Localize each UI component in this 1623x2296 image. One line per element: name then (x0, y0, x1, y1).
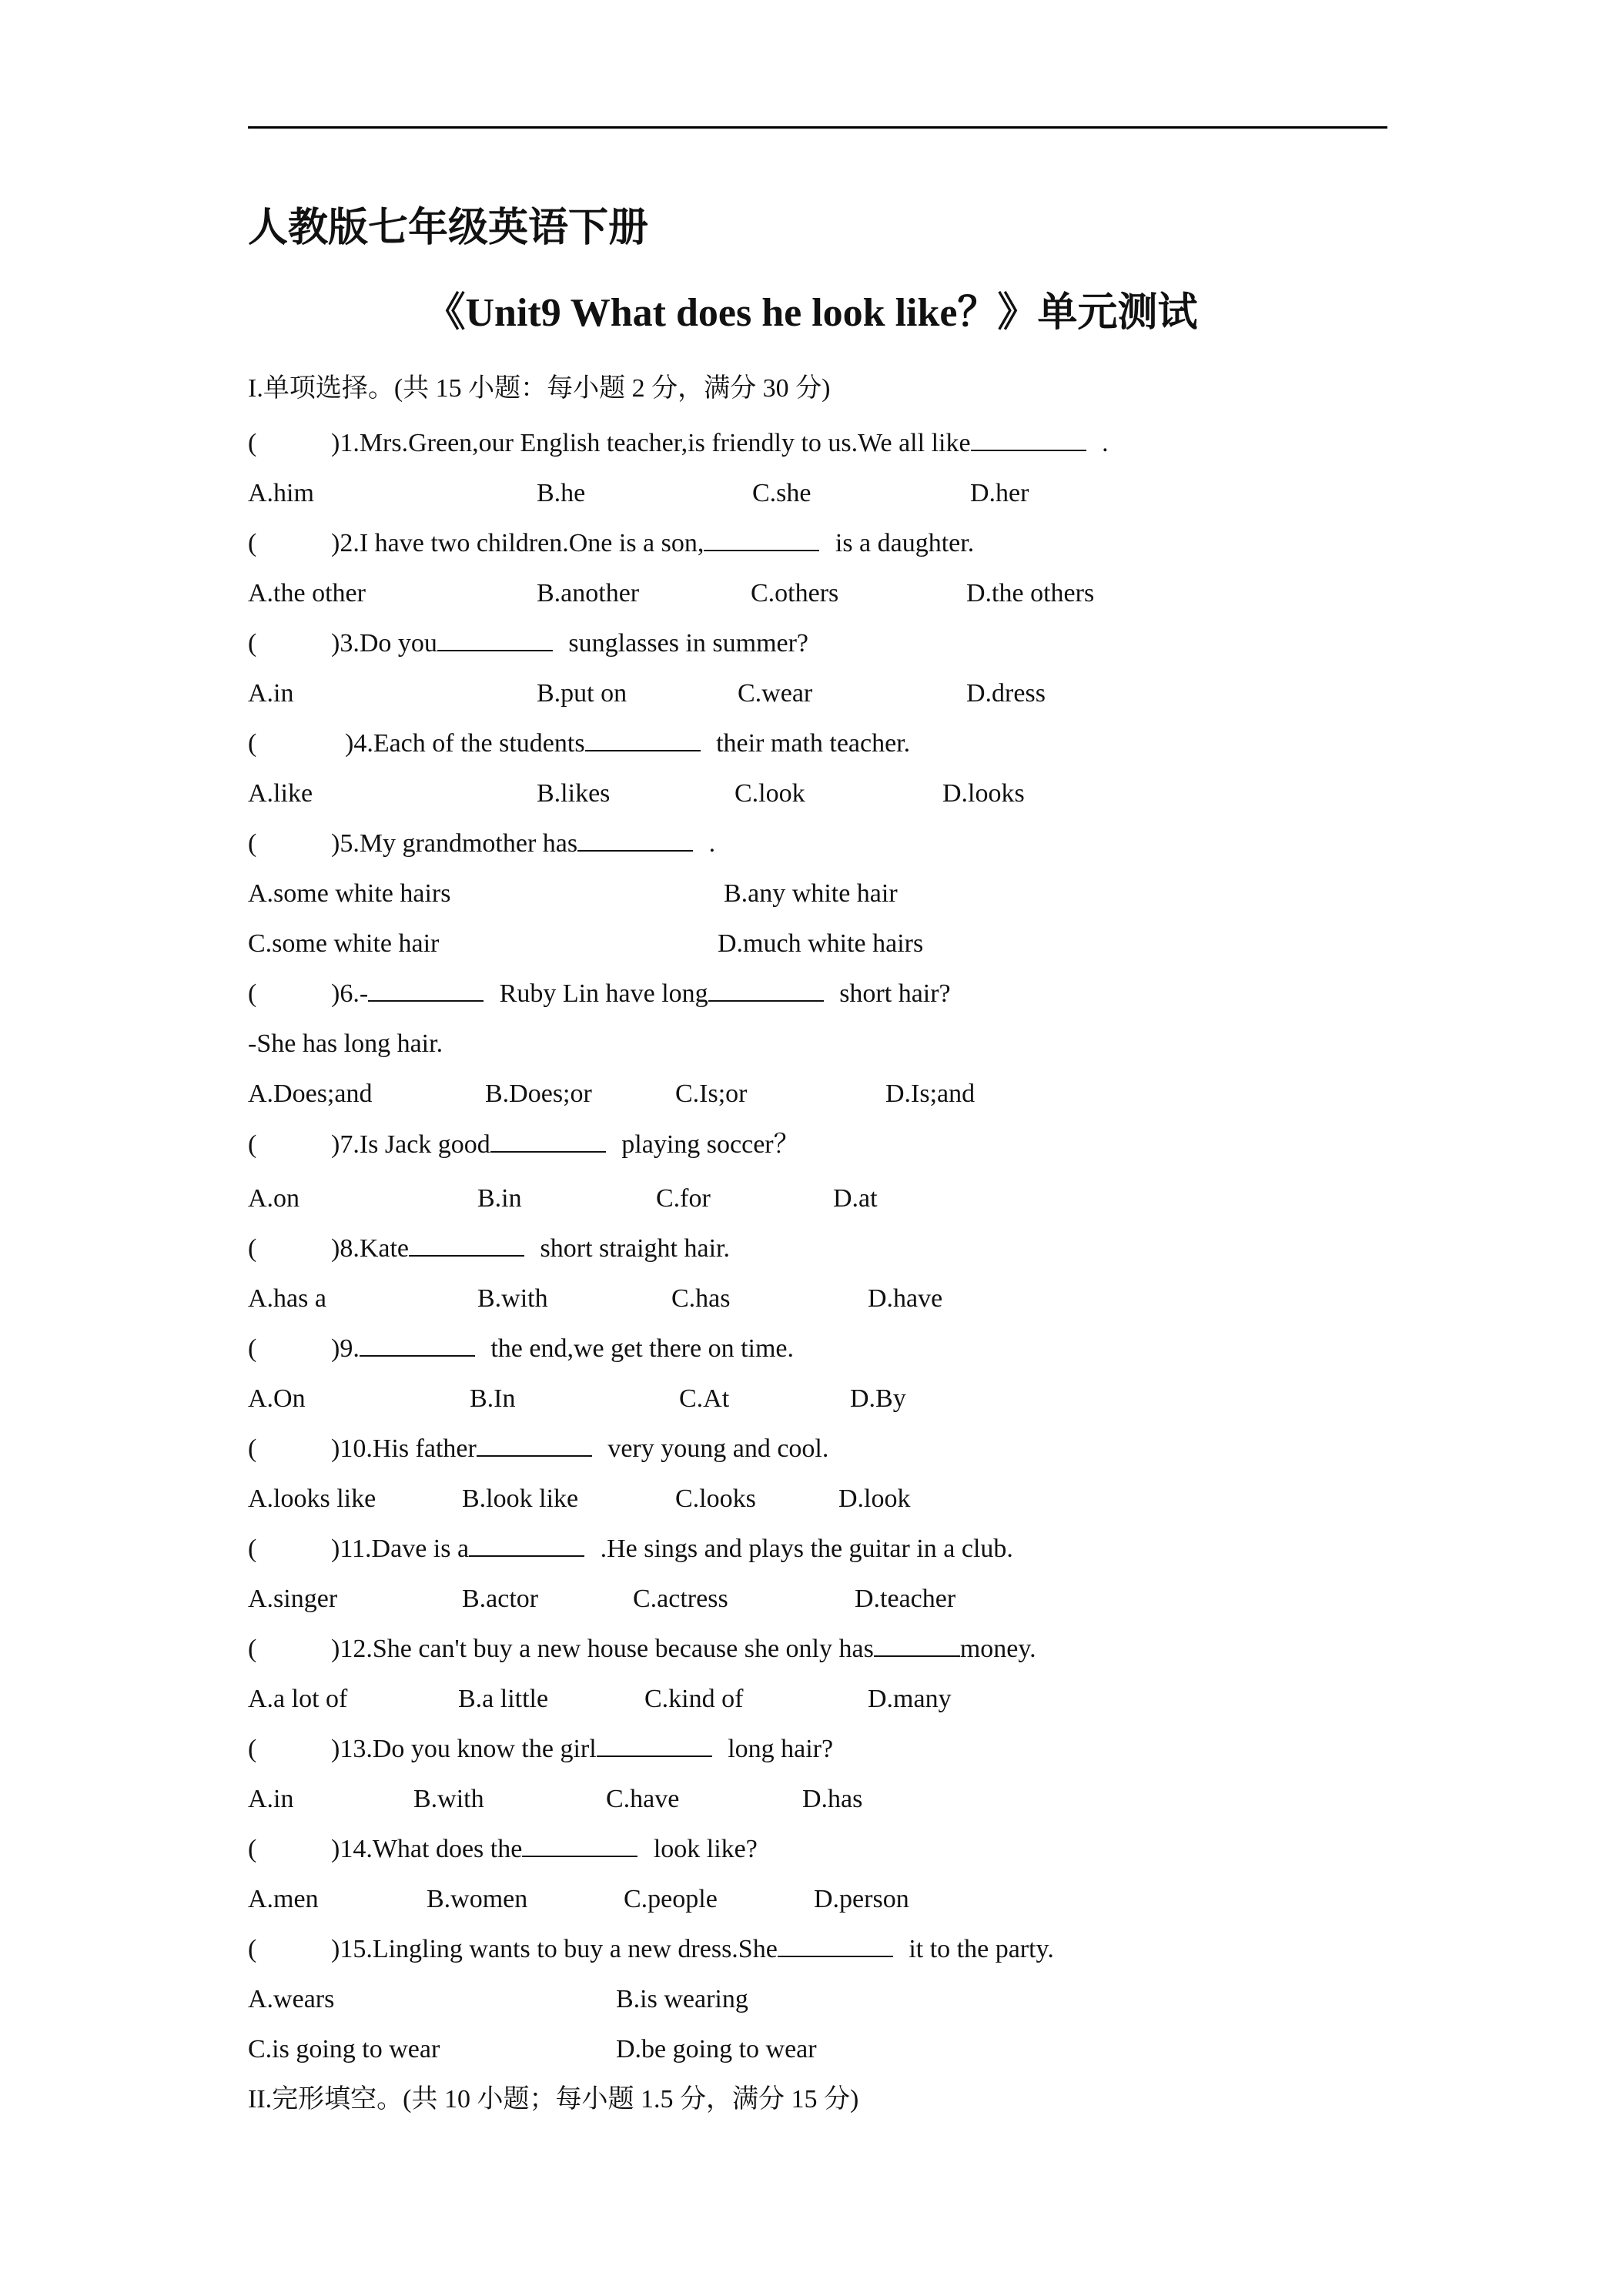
option: C.is going to wear (248, 2035, 440, 2063)
stem-text: )10.His father (331, 1434, 477, 1463)
blank (409, 1232, 524, 1257)
blank (971, 427, 1086, 451)
option: B.women (427, 1885, 528, 1913)
blank (874, 1632, 960, 1657)
stem-text: )5.My grandmother has (331, 829, 578, 858)
option: D.look (838, 1484, 911, 1513)
options-row (248, 876, 1387, 912)
option: C.look (735, 779, 805, 808)
answer-paren[interactable]: ( (248, 1130, 257, 1159)
options-row (248, 1782, 1387, 1817)
stem-text-after: .He sings and plays the guitar in a club. (594, 1535, 1013, 1563)
blank (469, 1532, 584, 1557)
option: A.in (248, 679, 294, 708)
question-stem (248, 1431, 828, 1467)
stem-text: )11.Dave is a (331, 1535, 470, 1563)
option: A.men (248, 1885, 319, 1913)
option: A.Does;and (248, 1079, 373, 1108)
question-stem (248, 426, 1109, 461)
stem-text: )9. (331, 1334, 360, 1363)
option: B.actor (462, 1585, 539, 1613)
options-row (248, 776, 1387, 812)
stem-text-after: short hair? (832, 979, 951, 1008)
stem-text: )3.Do you (331, 629, 437, 658)
option: D.the others (966, 579, 1095, 607)
blank (597, 1732, 712, 1757)
stem-text: )4.Each of the students (345, 729, 585, 758)
stem-text-after: their math teacher. (709, 729, 911, 758)
options-row (248, 1581, 1387, 1617)
option: D.be going to wear (616, 2035, 817, 2063)
option: B.with (477, 1284, 548, 1313)
answer-paren[interactable]: ( (248, 1835, 257, 1863)
option: B.another (537, 579, 640, 607)
option: A.wears (248, 1985, 335, 2013)
stem-text: )8.Kate (331, 1234, 410, 1263)
option: A.looks like (248, 1484, 376, 1513)
stem-text-after: is a daughter. (828, 529, 975, 557)
blank (708, 977, 824, 1002)
blank (477, 1432, 592, 1457)
question-stem (248, 976, 951, 1012)
stem-text-after: . (1095, 429, 1109, 457)
option: A.some white hairs (248, 879, 451, 908)
question-stem (248, 1331, 794, 1367)
option: C.looks (675, 1484, 756, 1513)
option: B.put on (537, 679, 627, 708)
option: A.like (248, 779, 313, 808)
answer-paren[interactable]: ( (248, 1234, 257, 1263)
option: C.others (751, 579, 839, 607)
stem-text-after: it to the party. (902, 1935, 1054, 1963)
section2-heading: II.完形填空。(共 10 小题；每小题 1.5 分，满分 15 分) (248, 2085, 859, 2114)
stem-text: )1.Mrs.Green,our English teacher,is friendly to us.We all like (331, 429, 971, 457)
option: C.kind of (644, 1685, 744, 1713)
option: C.have (606, 1785, 680, 1813)
option: B.he (537, 479, 586, 507)
stem-text: )15.Lingling wants to buy a new dress.She (331, 1935, 778, 1963)
option: D.at (833, 1184, 878, 1213)
option: B.Does;or (485, 1079, 592, 1108)
blank (522, 1832, 637, 1857)
option: C.has (671, 1284, 731, 1313)
question-stem (248, 1932, 1054, 1967)
option: D.her (970, 479, 1029, 507)
blank (368, 977, 484, 1002)
question-stem (248, 526, 974, 561)
answer-paren[interactable]: ( (248, 1735, 257, 1763)
option: B.any white hair (724, 879, 898, 908)
option: A.has a (248, 1284, 326, 1313)
option: B.in (477, 1184, 522, 1213)
stem-text-after: sunglasses in summer? (561, 629, 809, 658)
option: A.in (248, 1785, 294, 1813)
option: D.dress (966, 679, 1046, 708)
option: C.some white hair (248, 929, 440, 958)
blank (490, 1128, 606, 1153)
options-row (248, 1076, 1387, 1112)
option: D.teacher (855, 1585, 956, 1613)
top-rule (248, 126, 1387, 129)
option: C.she (752, 479, 812, 507)
options-row (248, 576, 1387, 611)
answer-line: -She has long hair. (248, 1029, 443, 1058)
options-row (248, 1381, 1387, 1417)
answer-paren[interactable]: ( (248, 1535, 257, 1563)
blank (778, 1933, 893, 1957)
stem-text-after: very young and cool. (601, 1434, 829, 1463)
answer-paren[interactable]: ( (248, 729, 257, 758)
option: C.actress (633, 1585, 728, 1613)
option: C.At (679, 1384, 730, 1413)
option: B.In (470, 1384, 516, 1413)
option: B.a little (458, 1685, 549, 1713)
options-row (248, 1882, 1387, 1917)
stem-text-after: . (702, 829, 716, 858)
stem-text: )7.Is Jack good (331, 1130, 490, 1159)
stem-text-after: money. (959, 1635, 1036, 1663)
stem-text-middle: Ruby Lin have long (493, 979, 708, 1008)
option: B.is wearing (616, 1985, 748, 2013)
doc-title: 人教版七年级英语下册 (248, 206, 649, 250)
option: D.have (868, 1284, 943, 1313)
blank (704, 527, 819, 551)
blank (437, 627, 553, 651)
blank (585, 727, 701, 751)
stem-text-after: the end,we get there on time. (484, 1334, 795, 1363)
option: D.Is;and (885, 1079, 975, 1108)
answer-paren[interactable]: ( (248, 429, 257, 457)
question-stem (248, 1127, 800, 1163)
options-row (248, 2032, 1387, 2067)
stem-text: )14.What does the (331, 1835, 523, 1863)
question-stem (248, 826, 715, 862)
options-row (248, 1682, 1387, 1717)
options-row (248, 1982, 1387, 2017)
answer-paren[interactable]: ( (248, 1434, 257, 1463)
stem-text-after: short straight hair. (534, 1234, 730, 1263)
stem-text-after: long hair? (721, 1735, 834, 1763)
stem-text: )6.- (331, 979, 369, 1008)
answer-paren[interactable]: ( (248, 1935, 257, 1963)
option: D.person (814, 1885, 909, 1913)
answer-paren[interactable]: ( (248, 829, 257, 858)
question-stem (248, 726, 910, 761)
question-stem (248, 1231, 730, 1267)
option: B.with (413, 1785, 484, 1813)
stem-text: )13.Do you know the girl (331, 1735, 597, 1763)
option: C.wear (738, 679, 813, 708)
option: A.singer (248, 1585, 338, 1613)
question-stem (248, 1531, 1013, 1567)
option: A.on (248, 1184, 300, 1213)
option: A.the other (248, 579, 366, 607)
option: A.On (248, 1384, 306, 1413)
option: B.look like (462, 1484, 579, 1513)
answer-paren[interactable]: ( (248, 629, 257, 658)
option: D.By (850, 1384, 906, 1413)
blank (360, 1332, 475, 1357)
option: B.likes (537, 779, 611, 808)
option: A.a lot of (248, 1685, 348, 1713)
doc-subtitle: 《Unit9 What does he look like？》单元测试 (425, 291, 1198, 335)
answer-paren[interactable]: ( (248, 1334, 257, 1363)
options-row (248, 676, 1387, 711)
option: D.much white hairs (718, 929, 924, 958)
options-row (248, 1281, 1387, 1317)
question-stem (248, 626, 808, 661)
option: C.Is;or (675, 1079, 748, 1108)
option: C.people (624, 1885, 718, 1913)
options-row (248, 476, 1387, 511)
option: A.him (248, 479, 314, 507)
answer-paren[interactable]: ( (248, 979, 257, 1008)
options-row (248, 1481, 1387, 1517)
option: D.looks (942, 779, 1025, 808)
answer-paren[interactable]: ( (248, 1635, 257, 1663)
stem-text-after: look like? (647, 1835, 758, 1863)
stem-text-after: playing soccer？ (614, 1130, 800, 1159)
option: D.many (868, 1685, 952, 1713)
options-row (248, 926, 1387, 962)
answer-paren[interactable]: ( (248, 529, 257, 557)
question-stem (248, 1632, 1036, 1667)
option: C.for (656, 1184, 711, 1213)
blank (577, 827, 693, 852)
stem-text: )12.She can't buy a new house because she only has (331, 1635, 874, 1663)
stem-text: )2.I have two children.One is a son, (331, 529, 704, 557)
section1-heading: I.单项选择。(共 15 小题：每小题 2 分，满分 30 分) (248, 374, 831, 403)
options-row (248, 1181, 1387, 1217)
option: D.has (802, 1785, 863, 1813)
question-stem (248, 1732, 833, 1767)
question-stem (248, 1832, 758, 1867)
